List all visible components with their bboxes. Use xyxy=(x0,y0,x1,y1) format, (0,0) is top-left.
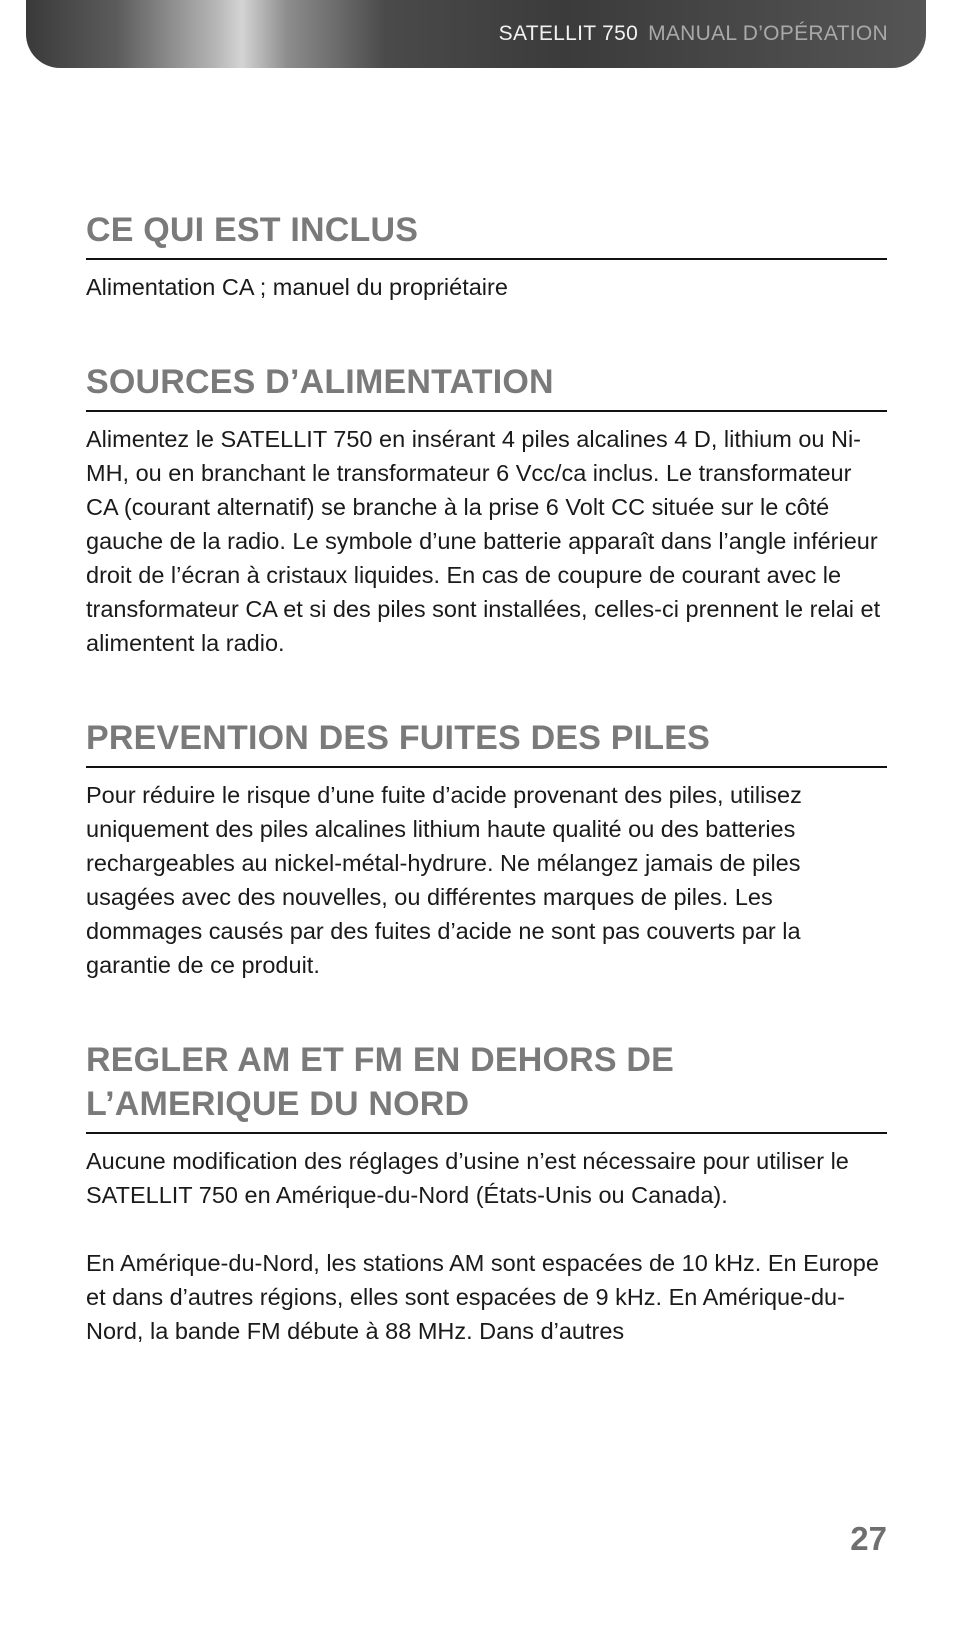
section-paragraph: Aucune modification des réglages d’usine n’est nécessaire pour utiliser le SATELLIT 750 en Amérique-du-Nord (États-Unis ou Canada). xyxy=(86,1148,849,1208)
section-paragraph: Alimentez le SATELLIT 750 en insérant 4 piles alcalines 4 D, lithium ou Ni-MH, ou en branchant le transformateur 6 Vcc/ca inclus. Le transformateur CA (courant alternatif) se branche à la prise 6 Volt CC située sur le côté gauche de la radio. Le symbole d’une batterie apparaît dans l’angle inférieur droit de l’écran à cristaux liquides. En cas de coupure de courant avec le transformateur CA et si des piles sont installées, celles-ci prennent le relai et alimentent la radio. xyxy=(86,426,881,656)
section-paragraph: Alimentation CA ; manuel du propriétaire xyxy=(86,274,508,300)
section-battery-leak-prevention xyxy=(86,716,887,982)
header-manual-title: MANUAL D’OPÉRATION xyxy=(648,22,888,45)
section-title: SOURCES D’ALIMENTATION xyxy=(86,360,887,412)
section-title: REGLER AM ET FM EN DEHORS DE L’AMERIQUE DU NORD xyxy=(86,1038,887,1134)
running-header xyxy=(499,22,888,46)
section-title: CE QUI EST INCLUS xyxy=(86,208,887,260)
section-included xyxy=(86,208,887,304)
header-product-name: SATELLIT 750 xyxy=(498,22,639,45)
section-paragraph: Pour réduire le risque d’une fuite d’acide provenant des piles, utilisez uniquement des piles alcalines lithium haute qualité ou des batteries rechargeables au nickel-métal-hydrure. Ne mélangez jamais de piles usagées avec des nouvelles, ou différentes marques de piles. Les dommages causés par des fuites d’acide ne sont pas couverts par la garantie de ce produit. xyxy=(86,782,802,978)
section-paragraph: En Amérique-du-Nord, les stations AM sont espacées de 10 kHz. En Europe et dans d’autres régions, elles sont espacées de 9 kHz. En Amérique-du-Nord, la bande FM débute à 88 MHz. Dans d’autres xyxy=(86,1250,879,1344)
section-power-sources xyxy=(86,360,887,660)
page-number: 27 xyxy=(850,1520,887,1557)
section-title: PREVENTION DES FUITES DES PILES xyxy=(86,716,887,768)
page-content xyxy=(86,208,887,1404)
header-bar xyxy=(26,0,926,68)
section-am-fm-outside-north-america xyxy=(86,1038,887,1348)
